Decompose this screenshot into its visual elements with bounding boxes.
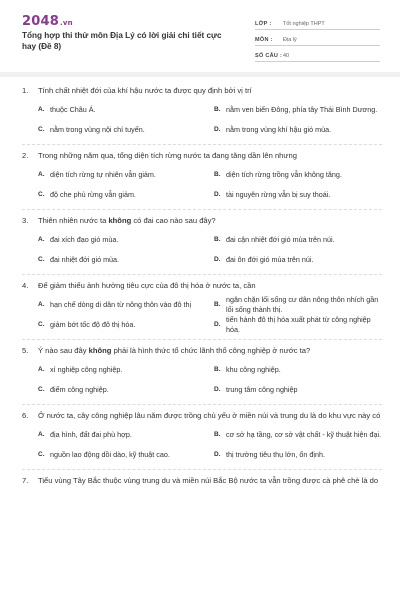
option-text: nằm trong vùng khí hậu gió mùa. (226, 125, 332, 134)
option-b[interactable] (214, 360, 382, 380)
question-4 (22, 275, 382, 340)
option-b[interactable] (214, 100, 382, 120)
question-stem (22, 410, 382, 421)
question-7 (22, 470, 382, 490)
option-letter: C. (38, 126, 45, 133)
option-letter: B. (214, 301, 221, 308)
question-stem (22, 85, 382, 96)
option-letter: B. (214, 431, 221, 438)
option-grid (22, 295, 382, 335)
option-text: xí nghiệp công nghiệp. (50, 365, 123, 374)
question-emphasis: không (108, 216, 132, 225)
option-c[interactable] (38, 185, 206, 205)
meta-row-subject (255, 30, 380, 46)
option-text: địa hình, đất đai phù hợp. (50, 430, 132, 439)
option-letter: B. (214, 236, 221, 243)
option-letter: D. (214, 126, 221, 133)
option-letter: C. (38, 256, 45, 263)
option-letter: C. (38, 386, 45, 393)
option-text: ngăn chặn lối sống cư dân nông thôn nhích gần lối sống thành thị. (226, 295, 379, 314)
option-a[interactable] (38, 165, 206, 185)
option-letter: C. (38, 451, 45, 458)
question-number: 5. (22, 346, 29, 355)
option-d[interactable] (214, 380, 382, 400)
option-c[interactable] (38, 250, 206, 270)
option-text: thị trường tiêu thụ lớn, ổn định. (226, 450, 325, 459)
question-number: 3. (22, 216, 29, 225)
option-grid (22, 100, 382, 140)
option-letter: D. (214, 191, 221, 198)
option-text: nằm trong vùng nội chí tuyến. (50, 125, 145, 134)
question-text: Ở nước ta, cây công nghiệp lâu năm được trồng chủ yếu ở miền núi và trung du là do khu vực này có (38, 411, 381, 420)
question-stem (22, 215, 382, 226)
question-number: 4. (22, 281, 29, 290)
option-letter: C. (38, 321, 45, 328)
option-d[interactable] (214, 120, 382, 140)
header-divider (0, 72, 400, 77)
option-letter: A. (38, 236, 45, 243)
option-letter: D. (214, 321, 221, 328)
option-letter: A. (38, 431, 45, 438)
question-text: Trong những năm qua, tổng diện tích rừng nước ta đang tăng dần lên nhưng (38, 151, 297, 160)
option-grid (22, 425, 382, 465)
option-letter: D. (214, 451, 221, 458)
option-a[interactable] (38, 100, 206, 120)
question-text (38, 345, 310, 356)
question-stem (22, 280, 382, 291)
option-c[interactable] (38, 315, 206, 335)
option-grid (22, 165, 382, 205)
option-letter: A. (38, 366, 45, 373)
option-letter: A. (38, 171, 45, 178)
question-1 (22, 80, 382, 145)
document-header (0, 0, 400, 66)
meta-value: Địa lý (283, 37, 297, 43)
question-number: 6. (22, 411, 29, 420)
question-number: 2. (22, 151, 29, 160)
option-a[interactable] (38, 295, 206, 315)
question-2 (22, 145, 382, 210)
meta-row-count (255, 46, 380, 62)
option-letter: A. (38, 106, 45, 113)
option-c[interactable] (38, 120, 206, 140)
meta-label: LỚP : (255, 21, 272, 27)
option-a[interactable] (38, 360, 206, 380)
option-d[interactable] (214, 315, 382, 335)
site-logo[interactable] (22, 14, 73, 29)
option-letter: C. (38, 191, 45, 198)
option-b[interactable] (214, 425, 382, 445)
option-text: điểm công nghiệp. (50, 385, 109, 394)
option-letter: B. (214, 106, 221, 113)
option-text: đai ôn đới gió mùa trên núi. (226, 255, 314, 264)
option-d[interactable] (214, 185, 382, 205)
question-number: 7. (22, 476, 29, 485)
option-d[interactable] (214, 250, 382, 270)
option-text: tài nguyên rừng vẫn bị suy thoái. (226, 190, 331, 199)
option-a[interactable] (38, 230, 206, 250)
option-letter: B. (214, 366, 221, 373)
meta-value: 40 (283, 53, 290, 59)
option-text: giảm bớt tốc độ đô thị hóa. (50, 320, 136, 329)
question-text-part: Thiên nhiên nước ta (38, 216, 109, 225)
logo-main: 2048 (22, 14, 59, 29)
question-stem (22, 475, 382, 486)
question-stem (22, 345, 382, 356)
question-text-part: Ý nào sau đây (38, 346, 89, 355)
option-text: khu công nghiệp. (226, 365, 281, 374)
option-text: tiến hành đô thị hóa xuất phát từ công nghiệp hóa. (226, 315, 371, 334)
option-text: nguồn lao động dồi dào, kỹ thuật cao. (50, 450, 170, 459)
question-text-part: có đai cao nào sau đây? (131, 216, 216, 225)
option-letter: A. (38, 301, 45, 308)
meta-label: SỐ CÂU : (255, 53, 283, 59)
question-text: Tính chất nhiệt đới của khí hậu nước ta được quy định bởi vị trí (38, 86, 252, 95)
question-number: 1. (22, 86, 29, 95)
option-text: đai cận nhiệt đới gió mùa trên núi. (226, 235, 335, 244)
option-b[interactable] (214, 165, 382, 185)
option-grid (22, 360, 382, 400)
meta-label: MÔN : (255, 37, 273, 43)
question-3 (22, 210, 382, 275)
option-text: diện tích rừng tự nhiên vẫn giảm. (50, 170, 156, 179)
meta-info (255, 14, 380, 62)
option-grid (22, 230, 382, 270)
option-text: cơ sở hạ tầng, cơ sở vật chất - kỹ thuật hiện đại. (226, 430, 382, 439)
logo-sub: .vn (59, 19, 73, 27)
option-b[interactable] (214, 295, 382, 315)
option-letter: B. (214, 171, 221, 178)
question-text: Tiểu vùng Tây Bắc thuộc vùng trung du và miền núi Bắc Bộ nước ta vẫn trồng được cà phê chè là do (38, 476, 379, 485)
option-text: hạn chế dòng di dân từ nông thôn vào đô thị (50, 300, 192, 309)
meta-value: Tốt nghiệp THPT (283, 21, 325, 27)
question-6 (22, 405, 382, 470)
option-b[interactable] (214, 230, 382, 250)
option-c[interactable] (38, 380, 206, 400)
option-text: đai xích đạo gió mùa. (50, 235, 119, 244)
option-c[interactable] (38, 445, 206, 465)
question-text (38, 215, 216, 226)
meta-row-class (255, 14, 380, 30)
document-title: Tổng hợp thi thử môn Địa Lý có lời giải chi tiết cực hay (Đề 8) (22, 31, 222, 51)
option-text: diện tích rừng trồng vẫn không tăng. (226, 170, 342, 179)
question-text: Để giảm thiểu ảnh hưởng tiêu cực của đô thị hóa ở nước ta, cần (38, 281, 256, 290)
option-text: đai nhiệt đới gió mùa. (50, 255, 120, 264)
option-text: thuộc Châu Á. (50, 105, 96, 114)
option-letter: D. (214, 256, 221, 263)
option-d[interactable] (214, 445, 382, 465)
option-letter: D. (214, 386, 221, 393)
question-list (22, 80, 382, 490)
question-emphasis: không (88, 346, 112, 355)
question-stem (22, 150, 382, 161)
option-text: trung tâm công nghiệp (226, 385, 298, 394)
question-text-part: phải là hình thức tổ chức lãnh thổ công nghiệp ở nước ta? (111, 346, 311, 355)
option-a[interactable] (38, 425, 206, 445)
question-5 (22, 340, 382, 405)
option-text: nằm ven biển Đông, phía tây Thái Bình Dương. (226, 105, 378, 114)
option-text: độ che phủ rừng vẫn giảm. (50, 190, 136, 199)
